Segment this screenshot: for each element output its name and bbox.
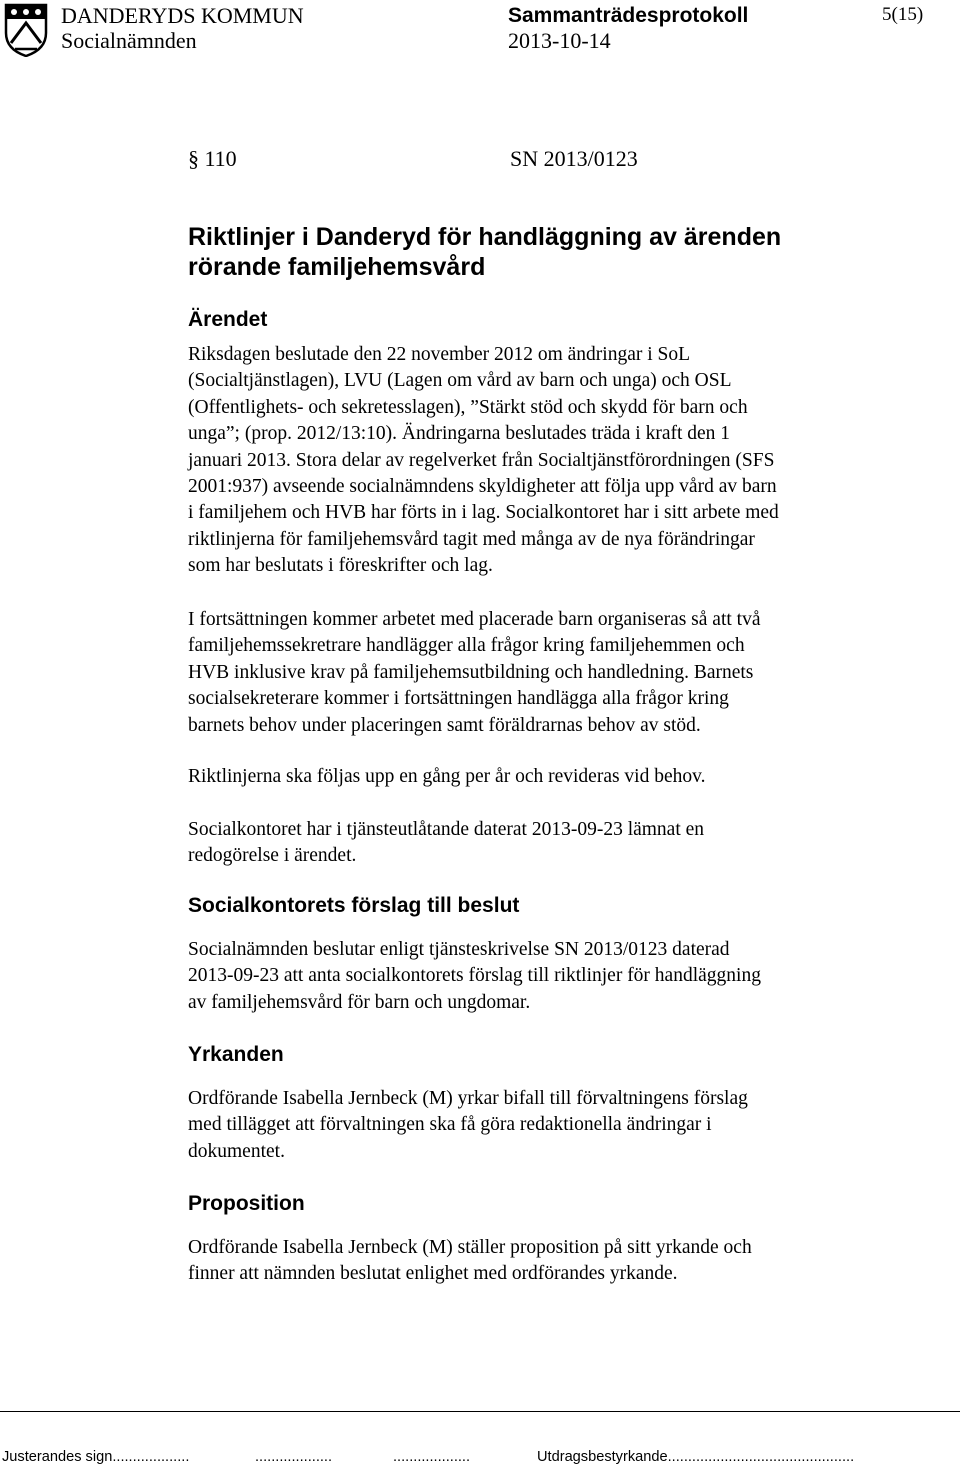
- paragraph-proposition: [188, 1235, 888, 1288]
- section-heading-arendet: Ärendet: [188, 308, 268, 331]
- section-heading-proposition: Proposition: [188, 1192, 305, 1215]
- text-line: med tillägget att förvaltningen ska få göra redaktionella ändringar i: [188, 1114, 712, 1136]
- paragraph-forslag: [188, 937, 888, 1016]
- text-line: unga”; (prop. 2012/13:10). Ändringarna beslutades träda i kraft den 1: [188, 423, 731, 445]
- title-line: rörande familjehemsvård: [188, 253, 486, 281]
- organization-name: DANDERYDS KOMMUN: [61, 3, 304, 28]
- text-line: HVB inklusive krav på familjehemsutbildning och handledning. Barnets: [188, 661, 754, 683]
- text-line: barnets behov under placeringen samt föräldrarnas behov av stöd.: [188, 714, 701, 736]
- text-line: I fortsättningen kommer arbetet med placerade barn organiseras så att två: [188, 609, 761, 630]
- text-line: i familjehem och HVB har förts in i lag. Socialkontoret har i sitt arbete med: [188, 502, 779, 524]
- paragraph-arendet-4: [188, 817, 888, 870]
- text-line: Socialnämnden beslutar enligt tjänsteskrivelse SN 2013/0123 daterad: [188, 939, 730, 960]
- text-line: (Socialtjänstlagen), LVU (Lagen om vård av barn och unga) och OSL: [188, 370, 732, 392]
- text-line: finner att nämnden beslutat enlighet med ordförandes yrkande.: [188, 1263, 678, 1285]
- sign-dots: ...................: [393, 1449, 471, 1465]
- case-reference: SN 2013/0123: [510, 146, 638, 171]
- text-line: Ordförande Isabella Jernbeck (M) ställer proposition på sitt yrkande och: [188, 1237, 752, 1258]
- coat-of-arms-icon: [3, 3, 49, 57]
- document-type: Sammanträdesprotokoll: [508, 4, 749, 27]
- extract-dots: ..............................................: [667, 1449, 855, 1465]
- paragraph-yrkanden: [188, 1086, 888, 1165]
- text-line: januari 2013. Stora delar av regelverket från Socialtjänstförordningen (SFS: [188, 449, 775, 471]
- text-line: familjehemssekretrare handlägger alla frågor kring familjehemmen och: [188, 635, 745, 657]
- paragraph-arendet-1: [188, 342, 888, 580]
- page-title: [188, 222, 908, 282]
- text-line: 2013-09-23 att anta socialkontorets förslag till riktlinjer för handläggning: [188, 965, 761, 987]
- section-heading-yrkanden: Yrkanden: [188, 1043, 284, 1066]
- text-line: Riktlinjerna ska följas upp en gång per år och revideras vid behov.: [188, 766, 706, 787]
- text-line: Socialkontoret har i tjänsteutlåtande daterat 2013-09-23 lämnat en: [188, 819, 705, 840]
- paragraph-number: § 110: [188, 146, 237, 171]
- meeting-date: 2013-10-14: [508, 28, 611, 53]
- footer-signature-line: [2, 1448, 189, 1466]
- sign-dots: ...................: [255, 1449, 333, 1465]
- paragraph-arendet-2: [188, 607, 888, 739]
- text-line: Ordförande Isabella Jernbeck (M) yrkar bifall till förvaltningens förslag: [188, 1088, 748, 1109]
- text-line: dokumentet.: [188, 1140, 285, 1162]
- footer-extract-line: [537, 1448, 854, 1466]
- text-line: riktlinjerna för familjehemsvård tagit med många av de nya förändringar: [188, 528, 755, 550]
- text-line: 2001:937) avseende socialnämndens skyldigheter att följa upp vård av barn: [188, 476, 777, 498]
- section-heading-forslag: Socialkontorets förslag till beslut: [188, 894, 520, 917]
- title-line: Riktlinjer i Danderyd för handläggning av ärenden: [188, 223, 782, 251]
- extract-label: Utdragsbestyrkande: [537, 1449, 668, 1465]
- text-line: Riksdagen beslutade den 22 november 2012 om ändringar i SoL: [188, 344, 691, 365]
- footer-divider: [0, 1411, 960, 1412]
- sign-dots: ...................: [112, 1449, 190, 1465]
- paragraph-arendet-3: [188, 764, 888, 790]
- text-line: som har beslutats i föreskrifter och lag.: [188, 555, 493, 577]
- text-line: redogörelse i ärendet.: [188, 845, 357, 867]
- page-number: 5(15): [882, 4, 924, 25]
- text-line: socialsekreterare kommer i fortsättningen handlägga alla frågor kring: [188, 688, 729, 710]
- sign-label: Justerandes sign: [2, 1449, 113, 1465]
- committee-name: Socialnämnden: [61, 28, 197, 53]
- text-line: (Offentlighets- och sekretesslagen), ”Stärkt stöd och skydd för barn och: [188, 396, 748, 418]
- text-line: av familjehemsvård för barn och ungdomar.: [188, 991, 531, 1013]
